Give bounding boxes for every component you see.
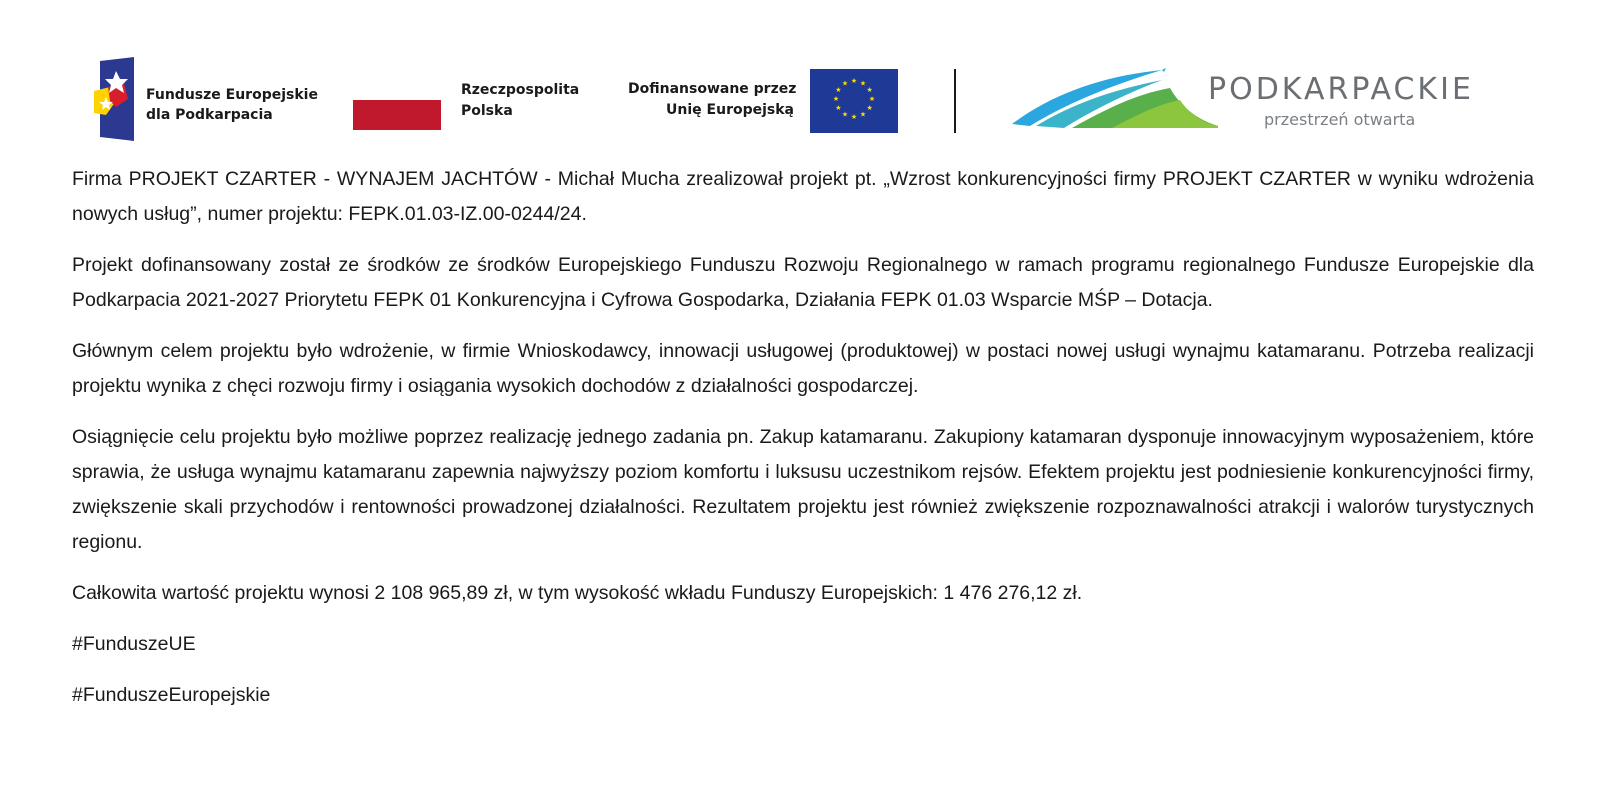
fundusze-europejskie-flag-icon: [94, 57, 136, 141]
svg-text:★: ★: [866, 104, 873, 112]
svg-text:★: ★: [841, 79, 849, 88]
polish-flag-red-stripe: [353, 100, 441, 130]
project-value-paragraph: Całkowita wartość projektu wynosi 2 108 965,89 zł, w tym wysokość wkładu Funduszy Europejskich: 1 476 276,12 zł.: [72, 582, 1083, 604]
svg-text:★: ★: [850, 113, 858, 121]
project-goal-paragraph: Głównym celem projektu było wdrożenie, w firmie Wnioskodawcy, innowacji usługowej (produktowej) w postaci nowej usługi wynajmu katamaranu. Potrzeba realizacji projektu wynika z chęci rozwoju firmy i osiągania wysokich dochodów z działalności gospodarczej.: [72, 340, 1534, 397]
svg-text:★: ★: [832, 95, 840, 103]
podkarpackie-logo: [1012, 64, 1512, 136]
rzeczpospolita-line-2: Polska: [461, 103, 513, 119]
fundusze-line-1: Fundusze Europejskie: [146, 87, 318, 103]
rzeczpospolita-text: [461, 80, 579, 122]
fundusze-line-2: dla Podkarpacia: [146, 107, 273, 123]
eu-line-1: Dofinansowane przez: [628, 81, 797, 97]
svg-text:★: ★: [859, 110, 867, 119]
rzeczpospolita-line-1: Rzeczpospolita: [461, 82, 580, 98]
svg-text:★: ★: [868, 95, 876, 103]
rzeczpospolita-logo: [353, 78, 593, 138]
fundusze-europejskie-text: [146, 85, 318, 125]
eu-flag-icon: [810, 69, 898, 133]
hashtag-fundusze-europejskie: #FunduszeEuropejskie: [72, 684, 271, 706]
svg-text:★: ★: [835, 86, 842, 94]
project-description: [72, 162, 1534, 729]
svg-text:★: ★: [859, 79, 867, 88]
hashtag-fundusze-ue: #FunduszeUE: [72, 633, 196, 655]
podkarpackie-title: PODKARPACKIE: [1208, 72, 1474, 107]
eu-cofinancing-logo: [628, 69, 898, 135]
project-intro-paragraph: Firma PROJEKT CZARTER - WYNAJEM JACHTÓW - Michał Mucha zrealizował projekt pt. „Wzrost konkurencyjności firmy PROJEKT CZARTER w wyniku wdrożenia nowych usług”, numer projektu: FEPK.01.03-IZ.00-0244/24.: [72, 168, 1534, 225]
eu-line-2: Unię Europejską: [666, 102, 794, 118]
funding-source-paragraph: Projekt dofinansowany został ze środków ze środków Europejskiego Funduszu Rozwoju Regionalnego w ramach programu regionalnego Fundusze Europejskie dla Podkarpacia 2021-2027 Priorytetu FEPK 01 Konkurencyjna i Cyfrowa Gospodarka, Działania FEPK 01.03 Wsparcie MŚP – Dotacja.: [72, 254, 1534, 311]
svg-text:★: ★: [835, 104, 842, 112]
podkarpackie-subtitle: przestrzeń otwarta: [1264, 110, 1416, 129]
eu-cofinancing-text: [628, 79, 797, 121]
polish-flag-white-stripe: [353, 78, 441, 102]
svg-text:★: ★: [866, 86, 873, 94]
project-results-paragraph: Osiągnięcie celu projektu było możliwe poprzez realizację jednego zadania pn. Zakup katamaranu. Zakupiony katamaran dysponuje innowacyjnym wyposażeniem, które sprawia, że usługa wynajmu katamaranu zapewnia najwyższy poziom komfortu i luksusu uczestnikom rejsów. Efektem projektu jest podniesienie konkurencyjności firmy, zwiększenie skali przychodów i rentowności prowadzonej działalności. Rezultatem projektu jest również zwiększenie rozpoznawalności atrakcji i walorów turystycznych regionu.: [72, 426, 1534, 553]
logo-divider: [954, 69, 956, 133]
fundusze-europejskie-logo: [94, 57, 334, 143]
svg-text:★: ★: [841, 110, 849, 119]
podkarpackie-swoosh-icon: [1012, 64, 1222, 132]
logo-bar: [0, 50, 1597, 150]
svg-text:★: ★: [850, 77, 858, 85]
